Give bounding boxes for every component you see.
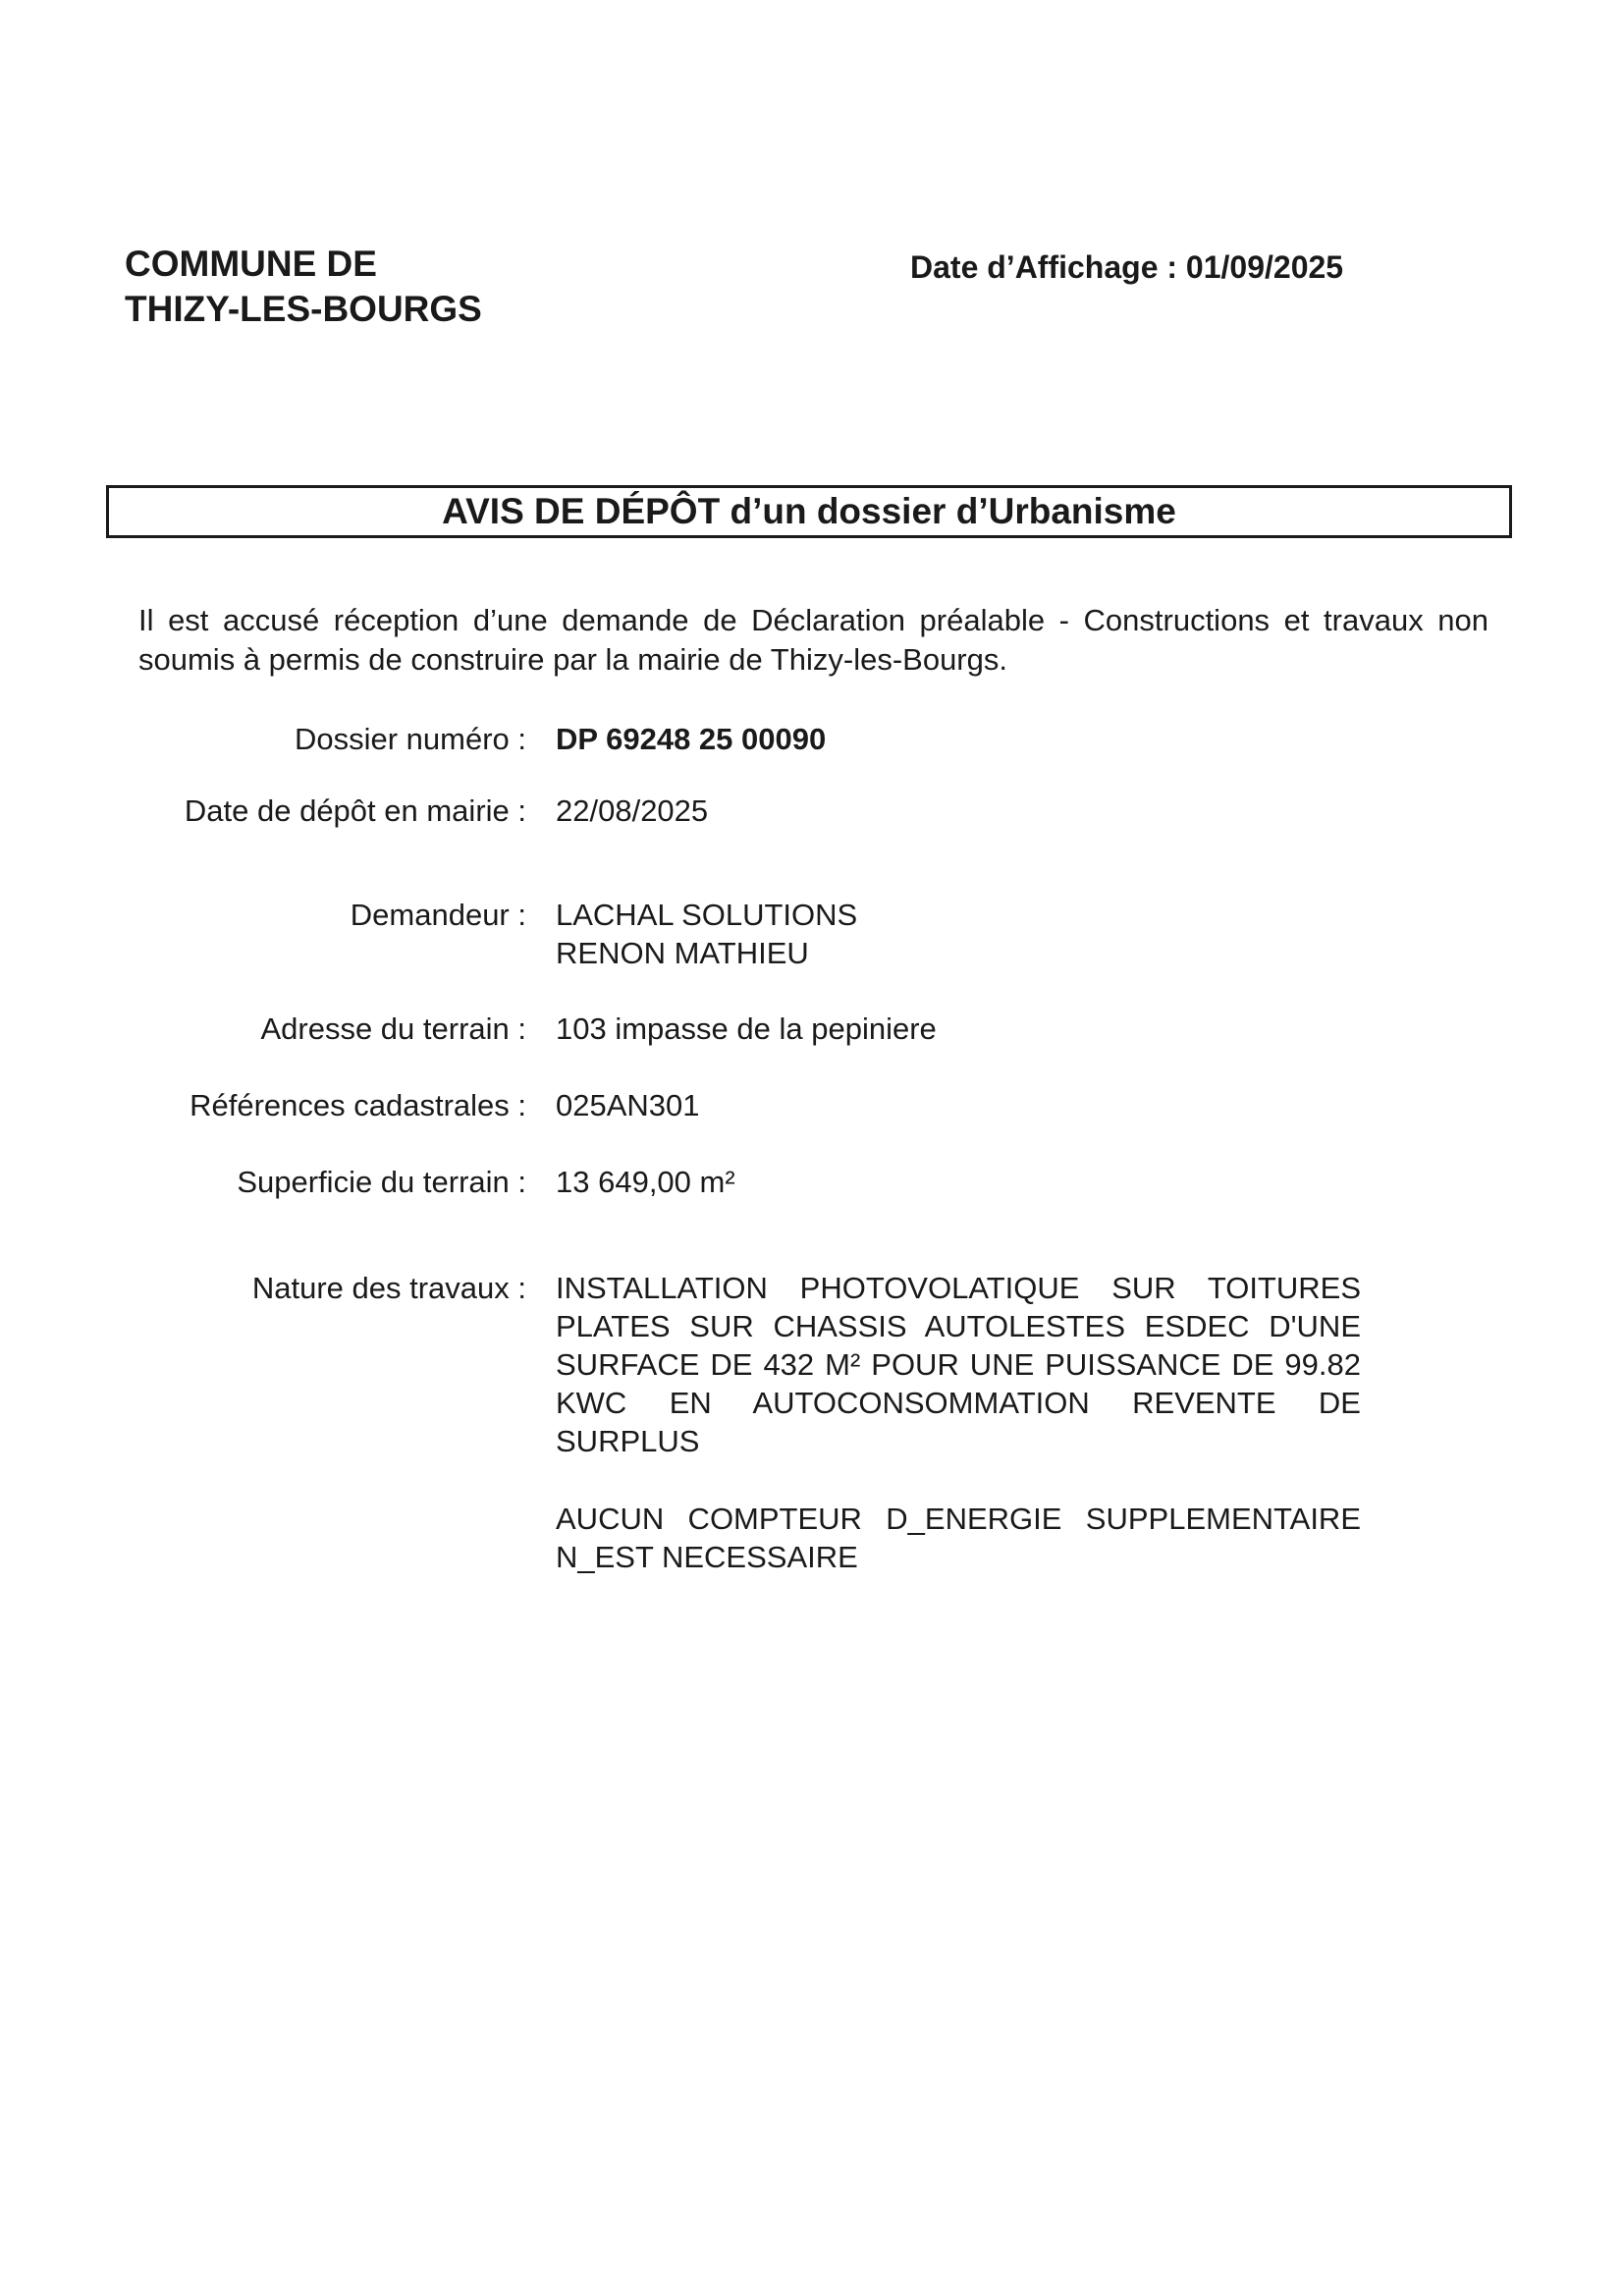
demandeur-line-1: LACHAL SOLUTIONS <box>556 898 858 932</box>
title-box <box>106 485 1512 538</box>
superficie-value: 13 649,00 m² <box>556 1165 735 1199</box>
page-title: AVIS DE DÉPÔT d’un dossier d’Urbanisme <box>442 491 1176 531</box>
commune-line-1: COMMUNE DE <box>125 244 377 284</box>
dossier-label: Dossier numéro : <box>294 722 526 756</box>
nature-label: Nature des travaux : <box>251 1271 526 1305</box>
demandeur-label: Demandeur : <box>350 898 526 932</box>
adresse-label: Adresse du terrain : <box>260 1011 526 1046</box>
superficie-label: Superficie du terrain : <box>237 1165 526 1199</box>
dossier-value: DP 69248 25 00090 <box>556 722 827 756</box>
commune-name <box>125 242 482 332</box>
intro-paragraph: Il est accusé réception d’une demande de Déclaration préalable - Constructions et travaux non soumis à permis de construire par la mairie de Thizy-les-Bourgs. <box>138 603 1488 677</box>
date-depot-value: 22/08/2025 <box>556 793 709 828</box>
demandeur-line-2: RENON MATHIEU <box>556 936 809 970</box>
references-label: Références cadastrales : <box>189 1088 526 1122</box>
adresse-value: 103 impasse de la pepiniere <box>556 1011 937 1046</box>
references-value: 025AN301 <box>556 1088 700 1122</box>
nature-paragraph-1: INSTALLATION PHOTOVOLATIQUE SUR TOITURES PLATES SUR CHASSIS AUTOLESTES ESDEC D'UNE SURFACE DE 432 M² POUR UNE PUISSANCE DE 99.82 KWC EN AUTOCONSOMMATION REVENTE DE SURPLUS <box>556 1271 1361 1458</box>
commune-line-2: THIZY-LES-BOURGS <box>125 289 482 329</box>
date-depot-label: Date de dépôt en mairie : <box>184 793 526 828</box>
nature-paragraph-2: AUCUN COMPTEUR D_ENERGIE SUPPLEMENTAIRE N_EST NECESSAIRE <box>556 1502 1361 1574</box>
date-affichage: Date d’Affichage : 01/09/2025 <box>910 249 1344 285</box>
